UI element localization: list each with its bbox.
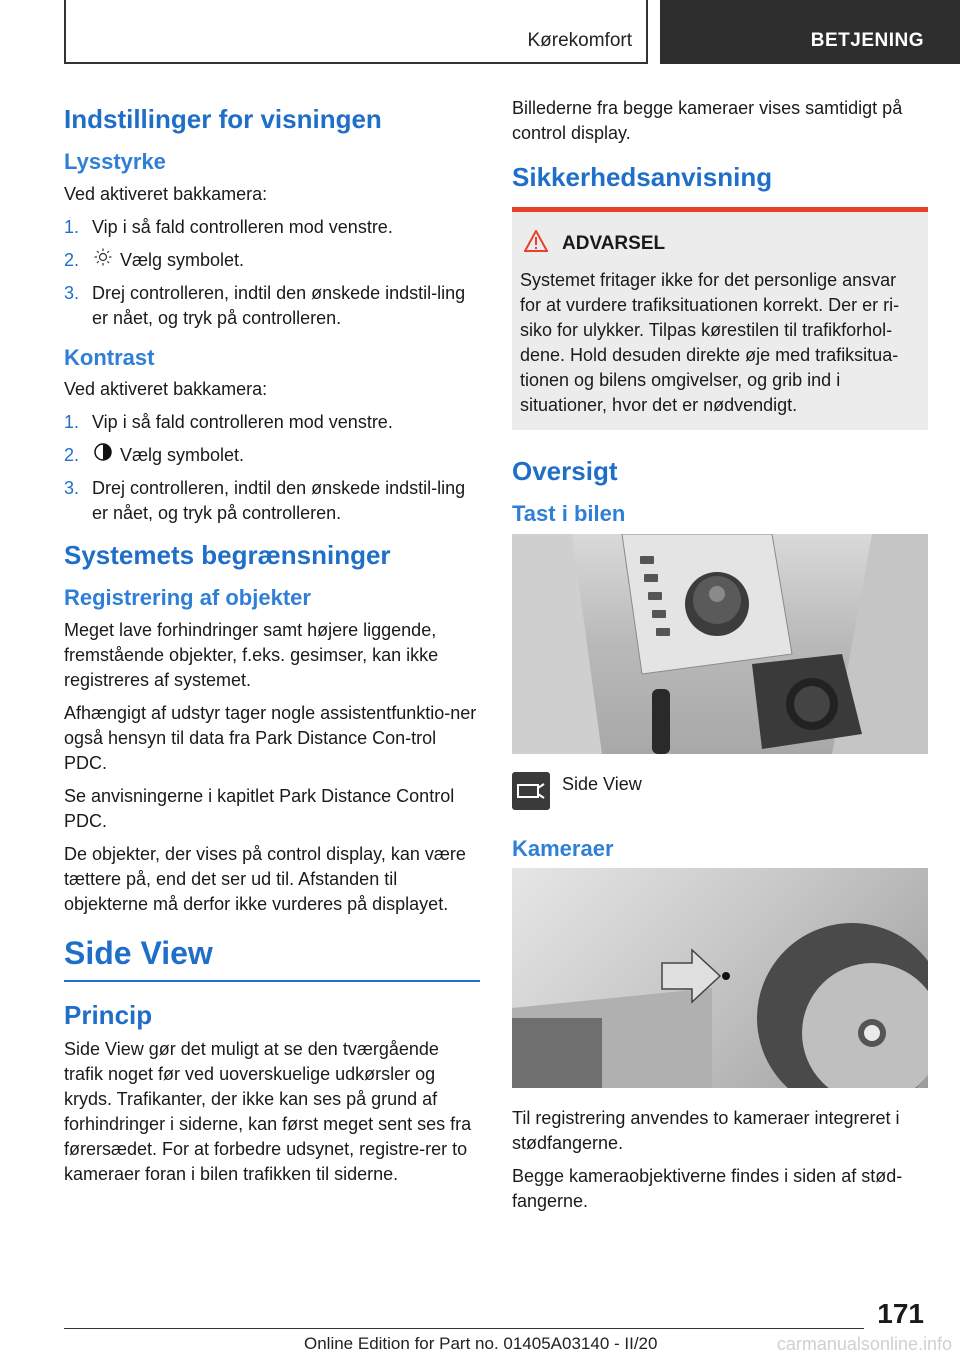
console-photo bbox=[512, 534, 928, 754]
contrast-icon bbox=[92, 443, 114, 468]
left-column bbox=[64, 96, 480, 1195]
limits-paragraph: Afhængigt af udstyr tager nogle assistentfunktio-ner også hensyn til data fra Park Distance Con-trol PDC. bbox=[64, 702, 477, 773]
bumper-photo bbox=[512, 868, 928, 1088]
step-number: 2. bbox=[64, 444, 80, 465]
limits-heading: Systemets begrænsninger bbox=[64, 539, 391, 570]
list-item bbox=[64, 476, 480, 526]
step-number: 3. bbox=[64, 477, 80, 498]
settings-title: Indstillinger for visningen bbox=[64, 104, 382, 134]
step-text: Drej controlleren, indtil den ønskede indstil-ling er nået, og tryk på controlleren. bbox=[92, 477, 466, 523]
step-text: Vip i så fald controlleren mod venstre. bbox=[92, 411, 393, 432]
objects-heading: Registrering af objekter bbox=[64, 585, 311, 611]
principle-paragraph: Side View gør det muligt at se den tværgående trafik noget før ved uoverskuelige udkørsler og kryds. Trafikanter, der ikke kan ses på grund af forhindringer i siderne, kan først meget sent ses fra førersædet. For at forbedre udsynet, registre-rer to kameraer foran i bilen trafikken til siderne. bbox=[64, 1038, 472, 1184]
edition-text: Online Edition for Part no. 01405A03140 - II/20 bbox=[304, 1334, 658, 1353]
list-item bbox=[64, 410, 480, 435]
list-item bbox=[64, 443, 480, 468]
cameras-paragraph: Begge kameraobjektiverne findes i siden af stød-fangerne. bbox=[512, 1166, 903, 1212]
step-number: 1. bbox=[64, 216, 80, 237]
footer-divider bbox=[64, 1328, 864, 1329]
intro-paragraph: Billederne fra begge kameraer vises samtidigt på control display. bbox=[512, 98, 903, 143]
chapter-tab[interactable]: BETJENING bbox=[660, 0, 960, 64]
warning-title bbox=[520, 230, 920, 258]
side-view-heading: Side View bbox=[64, 935, 480, 982]
side-view-key-label: Side View bbox=[562, 773, 642, 794]
contrast-heading: Kontrast bbox=[64, 344, 155, 370]
contrast-steps bbox=[64, 410, 480, 526]
section-name: Kørekomfort bbox=[527, 30, 632, 51]
brightness-intro: Ved aktiveret bakkamera: bbox=[64, 183, 268, 204]
right-column bbox=[512, 96, 928, 1222]
step-text: Vip i så fald controlleren mod venstre. bbox=[92, 216, 393, 237]
brightness-heading: Lysstyrke bbox=[64, 149, 166, 175]
keys-heading: Tast i bilen bbox=[512, 501, 626, 527]
page-number: 171 bbox=[877, 1298, 924, 1329]
warning-text: Systemet fritager ikke for det personlige ansvar for at vurdere trafiksituationen korrekt. Der er ri-siko for ulykker. Tilpas kørestilen til trafikforhol-dene. Hold desuden direkte øje med trafiksitua-tionen og bilens omgivelser, og grib ind i situationer, hvor det er nødvendigt. bbox=[520, 270, 900, 416]
list-item bbox=[64, 215, 480, 240]
cameras-heading: Kameraer bbox=[512, 835, 614, 861]
cameras-paragraph: Til registrering anvendes to kameraer integreret i stødfangerne. bbox=[512, 1108, 900, 1154]
safety-heading: Sikkerhedsanvisning bbox=[512, 162, 773, 192]
watermark: carmanualsonline.info bbox=[776, 1334, 952, 1354]
warning-box bbox=[512, 207, 928, 430]
step-text: Drej controlleren, indtil den ønskede indstil-ling er nået, og tryk på controlleren. bbox=[92, 282, 466, 328]
overview-heading: Oversigt bbox=[512, 456, 618, 487]
contrast-intro: Ved aktiveret bakkamera: bbox=[64, 378, 268, 399]
step-number: 1. bbox=[64, 411, 80, 432]
limits-paragraph: Meget lave forhindringer samt højere liggende, fremstående objekter, f.eks. gesimser, kan ikke registreres af systemet. bbox=[64, 619, 439, 690]
step-number: 2. bbox=[64, 249, 80, 270]
step-number: 3. bbox=[64, 282, 80, 303]
warning-triangle-icon bbox=[524, 230, 548, 258]
step-text: Vælg symbolet. bbox=[120, 249, 245, 270]
brightness-steps bbox=[64, 215, 480, 331]
limits-paragraph: Se anvisningerne i kapitlet Park Distance Control PDC. bbox=[64, 785, 455, 831]
list-item bbox=[64, 281, 480, 331]
list-item bbox=[64, 248, 480, 273]
warning-label: ADVARSEL bbox=[562, 233, 666, 255]
brightness-sun-icon bbox=[92, 248, 114, 273]
side-view-button-icon[interactable] bbox=[512, 772, 550, 810]
limits-paragraph: De objekter, der vises på control display, kan være tættere på, end det ser ud til. Afstanden til objekterne må derfor ikke vurderes på displayet. bbox=[64, 843, 466, 914]
principle-heading: Princip bbox=[64, 999, 153, 1030]
side-view-key-row bbox=[512, 772, 928, 810]
step-text: Vælg symbolet. bbox=[120, 444, 245, 465]
